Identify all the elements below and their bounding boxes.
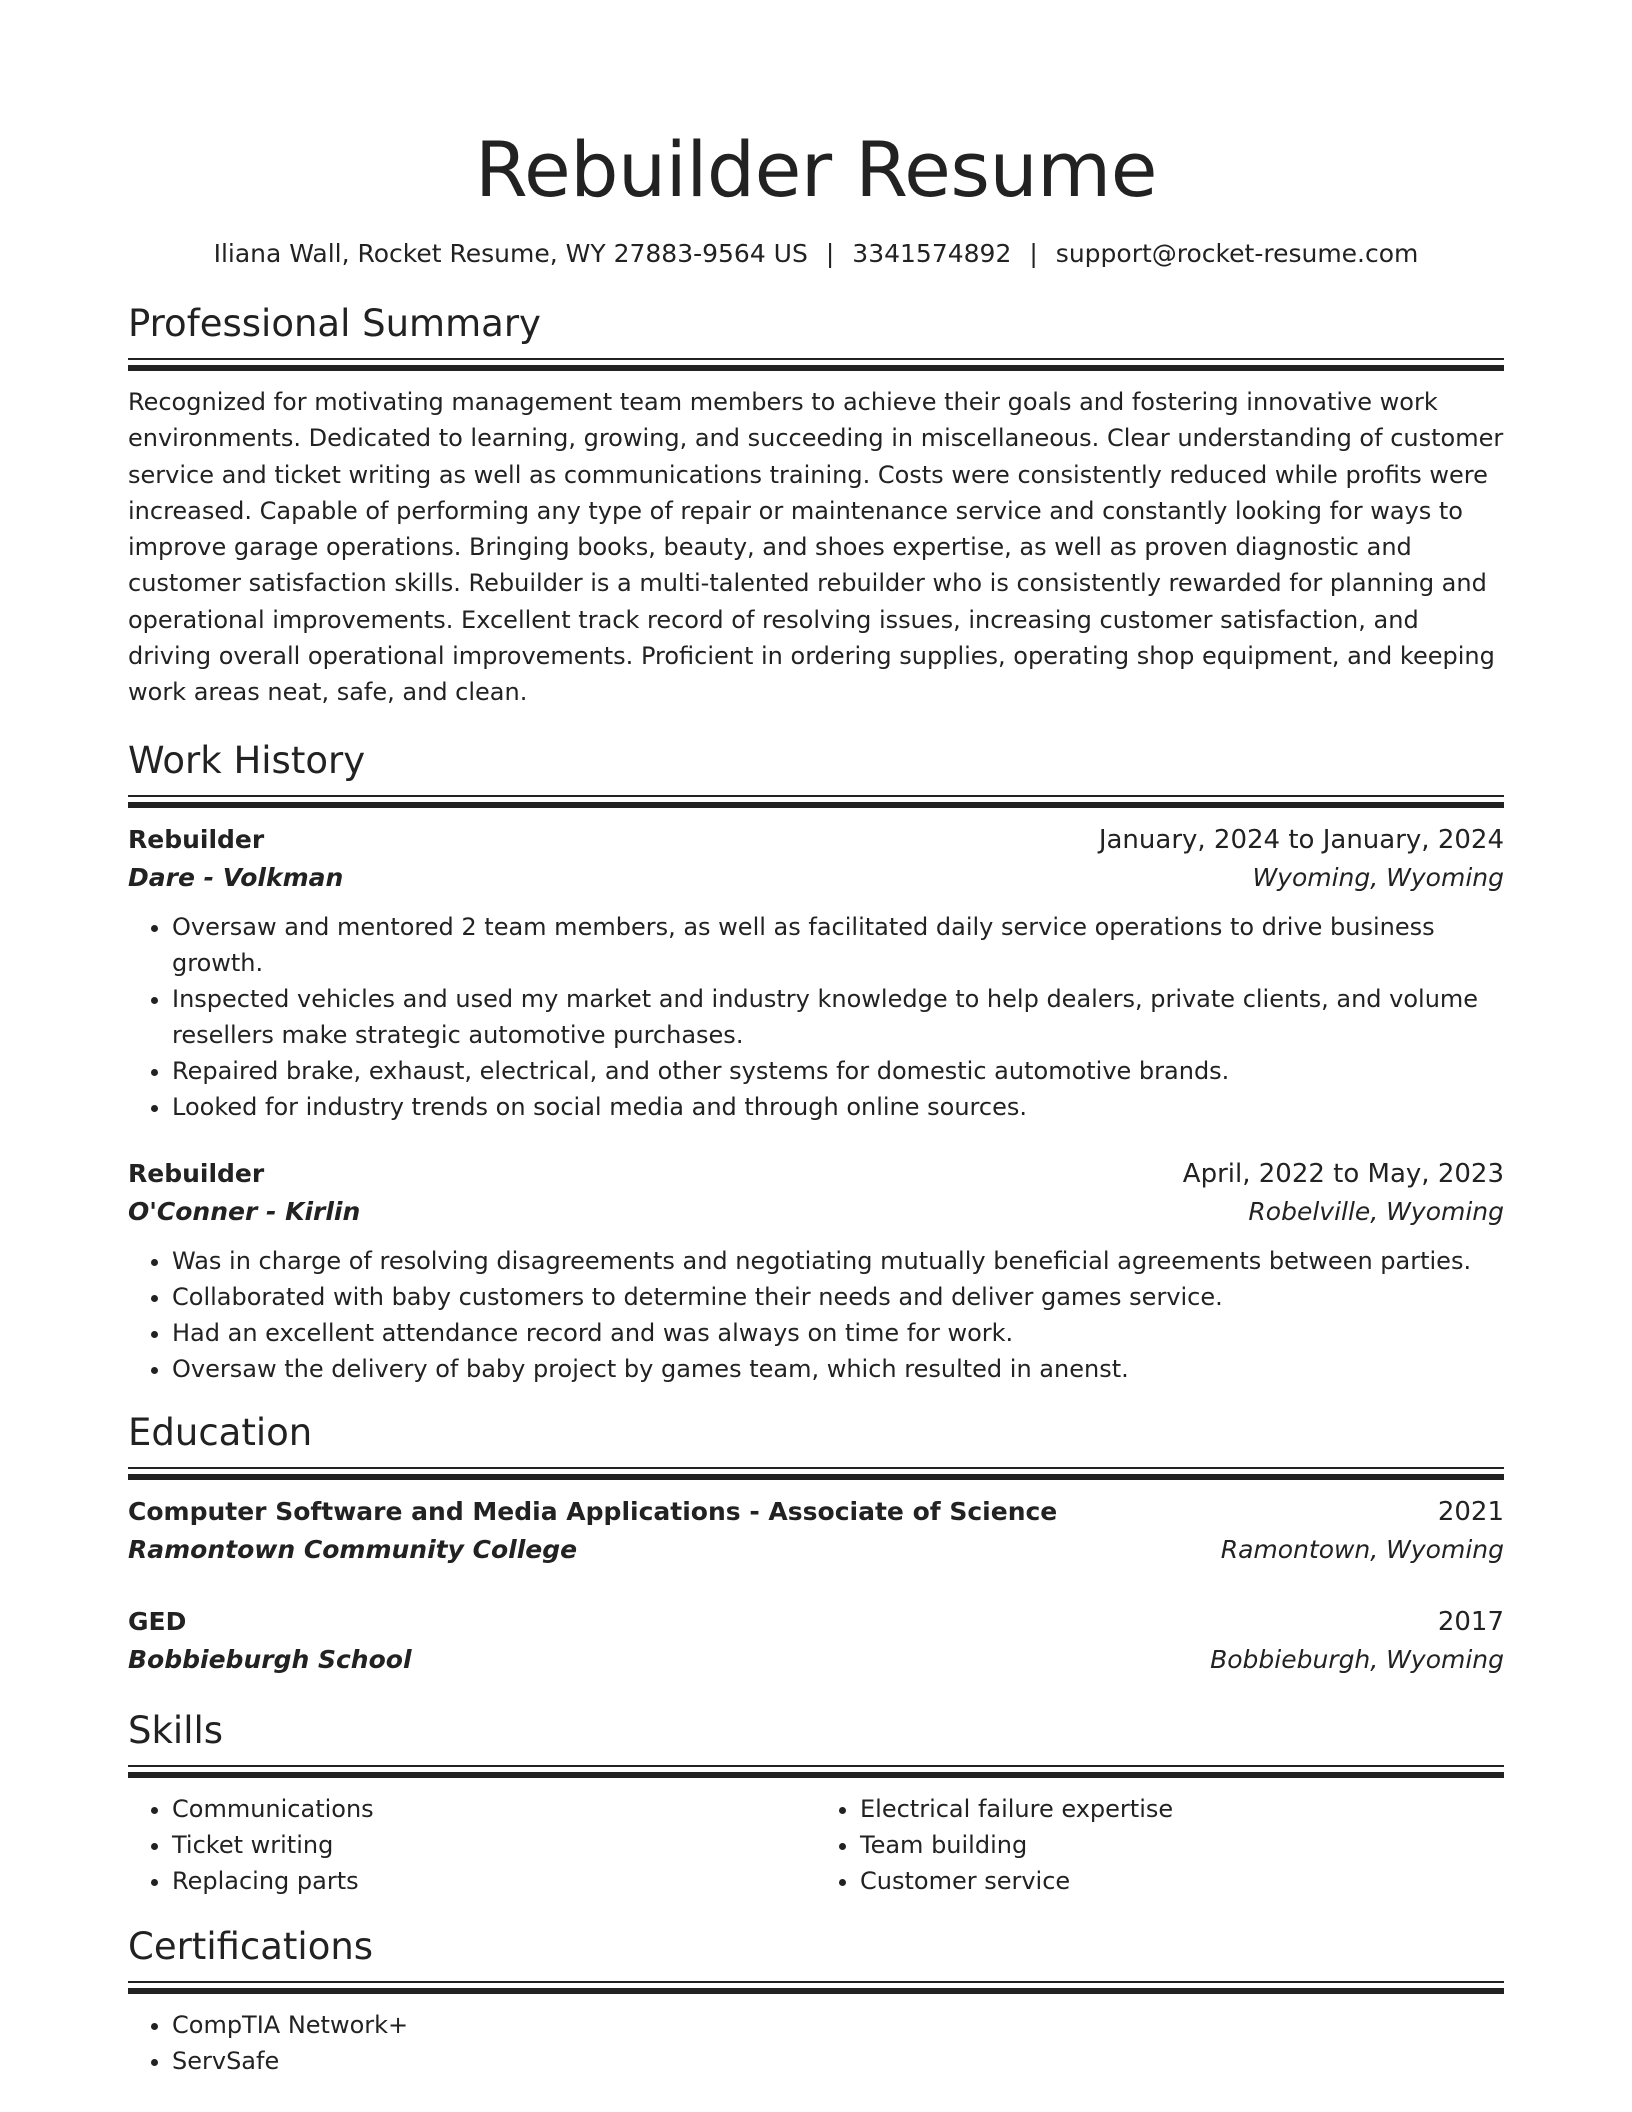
- skill-item: • Communications: [172, 1791, 816, 1827]
- work-history-section: [128, 737, 1504, 1387]
- job-bullet: • Was in charge of resolving disagreements and negotiating mutually beneficial agreements between parties.: [172, 1243, 1504, 1279]
- skill-item: • Replacing parts: [172, 1863, 816, 1899]
- job-bullet: • Repaired brake, exhaust, electrical, and other systems for domestic automotive brands.: [172, 1053, 1504, 1089]
- education-degree: Computer Software and Media Applications - Associate of Science: [128, 1496, 1058, 1526]
- section-divider: [128, 1467, 1504, 1481]
- job-bullet: • Collaborated with baby customers to determine their needs and deliver games service.: [172, 1279, 1504, 1315]
- job-entry: [128, 821, 1504, 1125]
- job-bullet: • Oversaw and mentored 2 team members, as well as facilitated daily service operations to drive business growth.: [172, 909, 1504, 981]
- job-title: Rebuilder: [128, 1158, 265, 1188]
- section-divider: [128, 1981, 1504, 1995]
- education-year: 2021: [1437, 1496, 1504, 1527]
- job-bullet: • Had an excellent attendance record and was always on time for work.: [172, 1315, 1504, 1351]
- education-location: Bobbieburgh, Wyoming: [1210, 1644, 1504, 1674]
- certifications-section: [128, 1923, 1504, 2079]
- section-divider: [128, 795, 1504, 809]
- job-bullet: • Oversaw the delivery of baby project by games team, which resulted in anenst.: [172, 1351, 1504, 1387]
- section-heading-certifications: Certifications: [128, 1924, 374, 1968]
- education-school: Bobbieburgh School: [128, 1644, 412, 1674]
- certification-item: • CompTIA Network+: [172, 2007, 1504, 2043]
- skill-item: • Electrical failure expertise: [860, 1791, 1504, 1827]
- job-company: Dare - Volkman: [128, 862, 344, 892]
- job-dates: January, 2024 to January, 2024: [1098, 824, 1504, 855]
- skills-section: [128, 1707, 1504, 1899]
- job-bullets: [128, 1243, 1504, 1387]
- education-location: Ramontown, Wyoming: [1220, 1534, 1504, 1564]
- skills-column-right: [816, 1791, 1504, 1899]
- skill-item: • Customer service: [860, 1863, 1504, 1899]
- skill-item: • Ticket writing: [172, 1827, 816, 1863]
- education-degree: GED: [128, 1606, 187, 1636]
- education-section: [128, 1409, 1504, 1679]
- skill-item: • Team building: [860, 1827, 1504, 1863]
- certification-item: • ServSafe: [172, 2043, 1504, 2079]
- education-entry: [128, 1493, 1504, 1569]
- job-bullets: [128, 909, 1504, 1125]
- skills-column-left: [128, 1791, 816, 1899]
- education-year: 2017: [1437, 1606, 1504, 1637]
- contact-address: Iliana Wall, Rocket Resume, WY 27883-9564 US: [213, 239, 808, 268]
- contact-phone: 3341574892: [852, 239, 1012, 268]
- job-location: Wyoming, Wyoming: [1252, 862, 1504, 892]
- section-divider: [128, 358, 1504, 372]
- skills-list: [128, 1791, 1504, 1899]
- job-bullet: • Looked for industry trends on social media and through online sources.: [172, 1089, 1504, 1125]
- section-heading-skills: Skills: [128, 1708, 224, 1752]
- job-company: O'Conner - Kirlin: [128, 1196, 361, 1226]
- section-divider: [128, 1765, 1504, 1779]
- section-heading-education: Education: [128, 1410, 313, 1454]
- resume-page: [128, 0, 1504, 2079]
- job-entry: [128, 1155, 1504, 1387]
- job-bullet: • Inspected vehicles and used my market and industry knowledge to help dealers, private clients, and volume resellers make strategic automotive purchases.: [172, 981, 1504, 1053]
- job-location: Robelville, Wyoming: [1248, 1196, 1504, 1226]
- certifications-list: [128, 2007, 1504, 2079]
- summary-text: Recognized for motivating management team members to achieve their goals and fostering innovative work environments. Dedicated to learning, growing, and succeeding in miscellaneous. Clear understanding of customer service and ticket writing as well as communications training. Costs were consistently reduced while profits were increased. Capable of performing any type of repair or maintenance service and constantly looking for ways to improve garage operations. Bringing books, beauty, and shoes expertise, as well as proven diagnostic and customer satisfaction skills. Rebuilder is a multi-talented rebuilder who is consistently rewarded for planning and operational improvements. Excellent track record of resolving issues, increasing customer satisfaction, and driving overall operational improvements. Proficient in ordering supplies, operating shop equipment, and keeping work areas neat, safe, and clean.: [128, 388, 1504, 707]
- contact-separator: |: [1029, 239, 1038, 268]
- section-heading-work-history: Work History: [128, 738, 366, 782]
- section-heading-summary: Professional Summary: [128, 302, 541, 345]
- resume-title: Rebuilder Resume: [475, 125, 1157, 214]
- contact-line: [128, 236, 1504, 272]
- education-entry: [128, 1603, 1504, 1679]
- job-dates: April, 2022 to May, 2023: [1182, 1158, 1504, 1189]
- job-title: Rebuilder: [128, 824, 265, 854]
- contact-separator: |: [825, 239, 835, 268]
- contact-email: support@rocket-resume.com: [1055, 239, 1419, 268]
- education-school: Ramontown Community College: [128, 1534, 578, 1564]
- summary-section: [128, 300, 1504, 711]
